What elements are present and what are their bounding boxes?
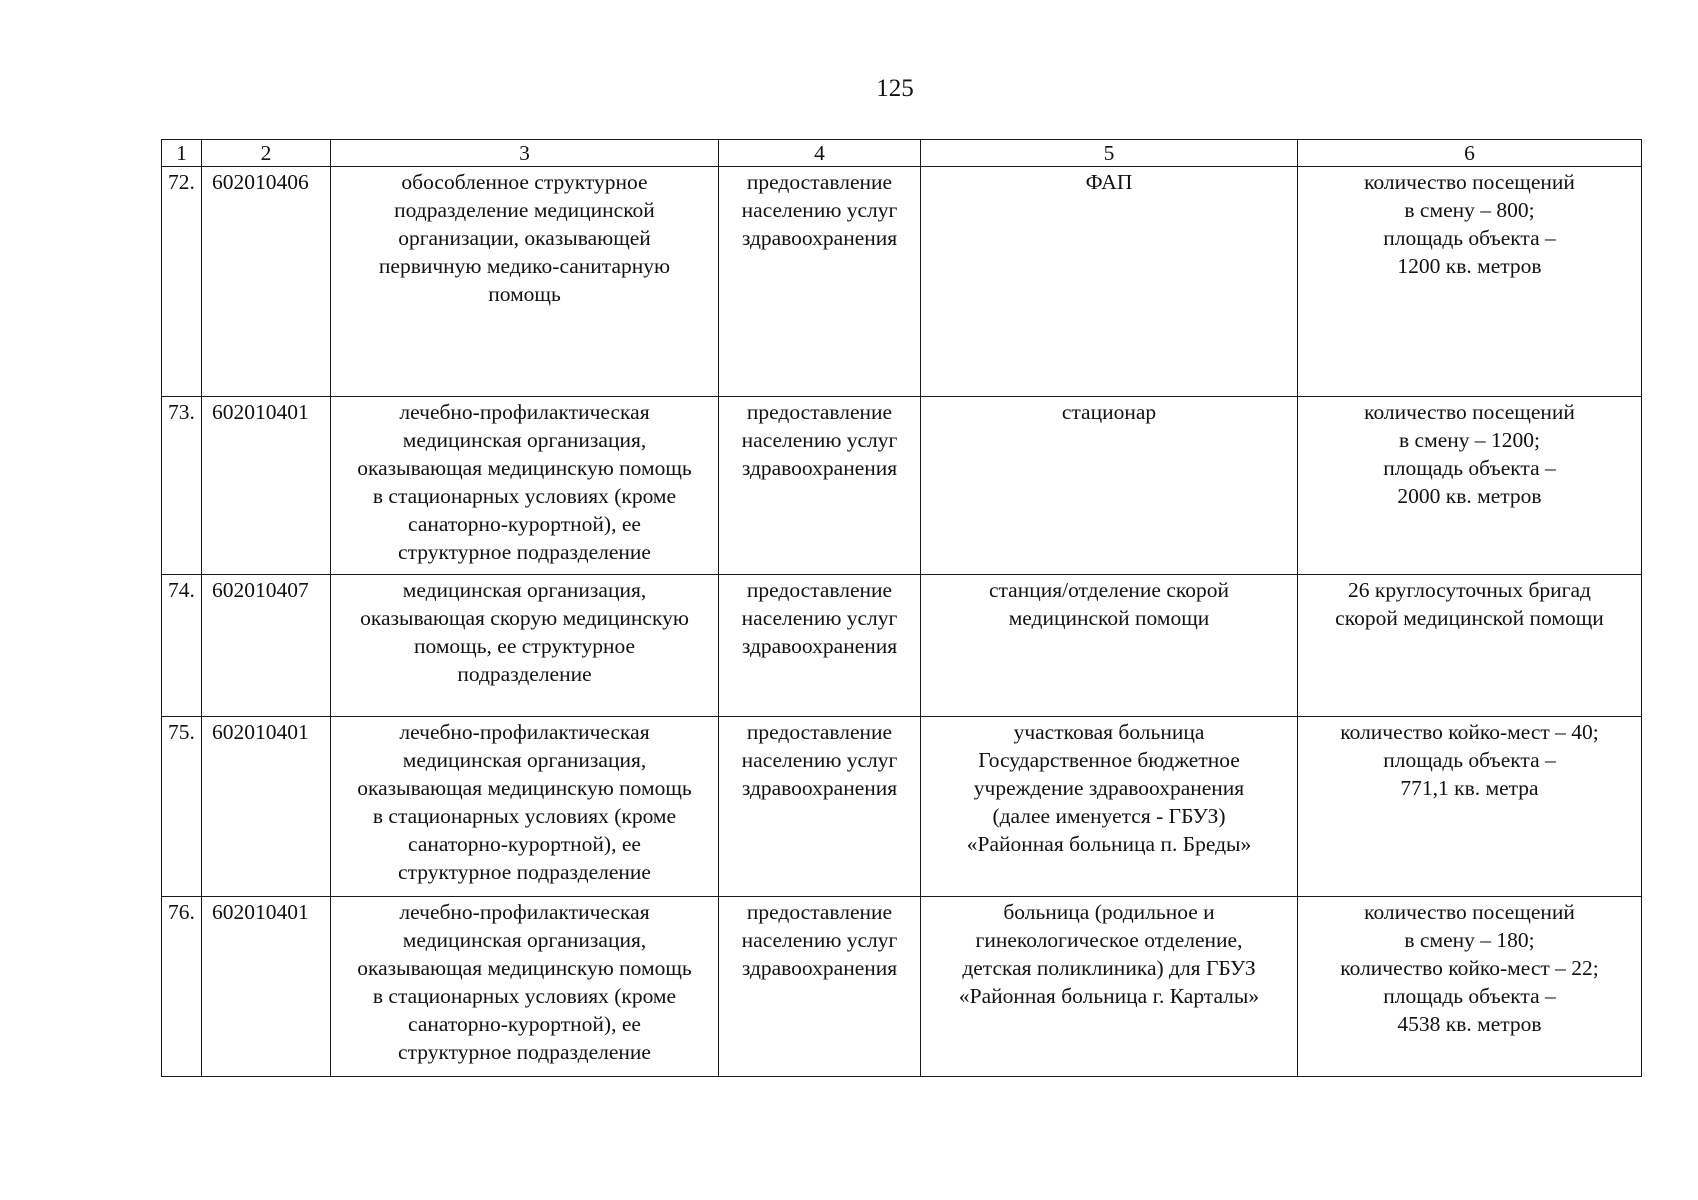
characteristics-cell	[1298, 167, 1642, 397]
cell-text-line: обособленное структурное	[401, 170, 648, 194]
column-header: 5	[921, 140, 1298, 167]
cell-text-line: «Районная больница п. Бреды»	[966, 832, 1252, 856]
cell-text-line: в смену – 180;	[1404, 928, 1535, 952]
cell-text-line: лечебно-профилактическая	[399, 900, 650, 924]
cell-text-line: учреждение здравоохранения	[973, 776, 1245, 800]
cell-text-line: количество посещений	[1364, 900, 1575, 924]
table-row	[162, 717, 1642, 897]
cell-text-line: первичную медико-санитарную	[378, 254, 671, 278]
cell-text-line: оказывающая медицинскую помощь	[357, 956, 692, 980]
cell-text-line: медицинская организация,	[402, 578, 647, 602]
characteristics-cell	[1298, 397, 1642, 575]
characteristics-cell	[1298, 717, 1642, 897]
cell-text-line: 2000 кв. метров	[1397, 484, 1542, 508]
cell-text-line: Государственное бюджетное	[978, 748, 1240, 772]
object-type-cell	[331, 397, 719, 575]
cell-text-line: количество посещений	[1364, 170, 1575, 194]
cell-text-line: медицинской помощи	[1008, 606, 1210, 630]
cell-text-line: помощь	[488, 282, 561, 306]
cell-text-line: 4538 кв. метров	[1397, 1012, 1542, 1036]
cell-text-line: населению услуг	[741, 748, 898, 772]
characteristics-cell	[1298, 575, 1642, 717]
code-cell: 602010401	[202, 717, 331, 897]
cell-text-line: структурное подразделение	[398, 1040, 651, 1064]
facility-cell	[921, 717, 1298, 897]
cell-text-line: населению услуг	[741, 928, 898, 952]
column-header: 1	[162, 140, 202, 167]
cell-text-line: медицинская организация,	[402, 428, 647, 452]
cell-text-line: 26 круглосуточных бригад	[1348, 578, 1591, 602]
cell-text-line: населению услуг	[741, 428, 898, 452]
cell-text-line: санаторно-курортной), ее	[408, 832, 641, 856]
cell-text-line: предоставление	[746, 720, 893, 744]
document-table	[161, 139, 1642, 1077]
cell-text-line: площадь объекта –	[1383, 984, 1556, 1008]
row-number-cell: 76.	[162, 897, 202, 1077]
cell-text-line: здравоохранения	[741, 456, 898, 480]
cell-text-line: предоставление	[746, 578, 893, 602]
cell-text-line: оказывающая медицинскую помощь	[357, 456, 692, 480]
column-header: 6	[1298, 140, 1642, 167]
facility-cell	[921, 897, 1298, 1077]
cell-text-line: площадь объекта –	[1383, 748, 1556, 772]
cell-text-line: медицинская организация,	[402, 748, 647, 772]
cell-text-line: количество койко-мест – 40;	[1340, 720, 1599, 744]
cell-text-line: лечебно-профилактическая	[399, 720, 650, 744]
cell-text-line: здравоохранения	[741, 956, 898, 980]
cell-text-line: площадь объекта –	[1383, 456, 1556, 480]
cell-text-line: структурное подразделение	[398, 860, 651, 884]
cell-text-line: в стационарных условиях (кроме	[372, 804, 677, 828]
cell-text-line: скорой медицинской помощи	[1335, 606, 1604, 630]
cell-text-line: стационар	[1061, 400, 1157, 424]
cell-text-line: санаторно-курортной), ее	[408, 512, 641, 536]
cell-text-line: здравоохранения	[741, 776, 898, 800]
row-number-cell: 74.	[162, 575, 202, 717]
cell-text-line: в стационарных условиях (кроме	[372, 484, 677, 508]
cell-text-line: 771,1 кв. метра	[1400, 776, 1539, 800]
cell-text-line: здравоохранения	[741, 634, 898, 658]
cell-text-line: в смену – 1200;	[1399, 428, 1540, 452]
code-cell: 602010401	[202, 397, 331, 575]
purpose-cell	[719, 167, 921, 397]
code-cell: 602010407	[202, 575, 331, 717]
purpose-cell	[719, 397, 921, 575]
cell-text-line: «Районная больница г. Карталы»	[958, 984, 1260, 1008]
facility-cell	[921, 397, 1298, 575]
table-row	[162, 575, 1642, 717]
characteristics-cell	[1298, 897, 1642, 1077]
cell-text-line: оказывающая скорую медицинскую	[360, 606, 689, 630]
cell-text-line: оказывающая медицинскую помощь	[357, 776, 692, 800]
object-type-cell	[331, 717, 719, 897]
cell-text-line: структурное подразделение	[398, 540, 651, 564]
table-row	[162, 397, 1642, 575]
cell-text-line: предоставление	[746, 170, 893, 194]
purpose-cell	[719, 897, 921, 1077]
facility-cell	[921, 575, 1298, 717]
column-header: 4	[719, 140, 921, 167]
purpose-cell	[719, 717, 921, 897]
cell-text-line: населению услуг	[741, 606, 898, 630]
cell-text-line: детская поликлиника) для ГБУЗ	[962, 956, 1256, 980]
code-cell: 602010406	[202, 167, 331, 397]
cell-text-line: санаторно-курортной), ее	[408, 1012, 641, 1036]
row-number-cell: 72.	[162, 167, 202, 397]
cell-text-line: (далее именуется - ГБУЗ)	[992, 804, 1226, 828]
table-body	[162, 167, 1642, 1077]
cell-text-line: количество койко-мест – 22;	[1340, 956, 1599, 980]
cell-text-line: здравоохранения	[741, 226, 898, 250]
row-number-cell: 75.	[162, 717, 202, 897]
cell-text-line: в стационарных условиях (кроме	[372, 984, 677, 1008]
object-type-cell	[331, 575, 719, 717]
page-number: 125	[876, 75, 914, 102]
cell-text-line: 1200 кв. метров	[1397, 254, 1542, 278]
cell-text-line: населению услуг	[741, 198, 898, 222]
cell-text-line: предоставление	[746, 900, 893, 924]
cell-text-line: количество посещений	[1364, 400, 1575, 424]
cell-text-line: станция/отделение скорой	[988, 578, 1230, 602]
cell-text-line: гинекологическое отделение,	[975, 928, 1243, 952]
column-header: 3	[331, 140, 719, 167]
cell-text-line: подразделение	[457, 662, 592, 686]
row-number-cell: 73.	[162, 397, 202, 575]
table-row	[162, 167, 1642, 397]
cell-text-line: в смену – 800;	[1404, 198, 1535, 222]
cell-text-line: подразделение медицинской	[394, 198, 655, 222]
cell-text-line: ФАП	[1085, 170, 1133, 194]
table-row	[162, 897, 1642, 1077]
column-header: 2	[202, 140, 331, 167]
purpose-cell	[719, 575, 921, 717]
object-type-cell	[331, 167, 719, 397]
cell-text-line: больница (родильное и	[1003, 900, 1215, 924]
cell-text-line: площадь объекта –	[1383, 226, 1556, 250]
facility-cell	[921, 167, 1298, 397]
object-type-cell	[331, 897, 719, 1077]
cell-text-line: предоставление	[746, 400, 893, 424]
cell-text-line: лечебно-профилактическая	[399, 400, 650, 424]
cell-text-line: участковая больница	[1013, 720, 1205, 744]
cell-text-line: помощь, ее структурное	[413, 634, 636, 658]
code-cell: 602010401	[202, 897, 331, 1077]
cell-text-line: медицинская организация,	[402, 928, 647, 952]
table-header-row	[162, 140, 1642, 167]
cell-text-line: организации, оказывающей	[398, 226, 651, 250]
